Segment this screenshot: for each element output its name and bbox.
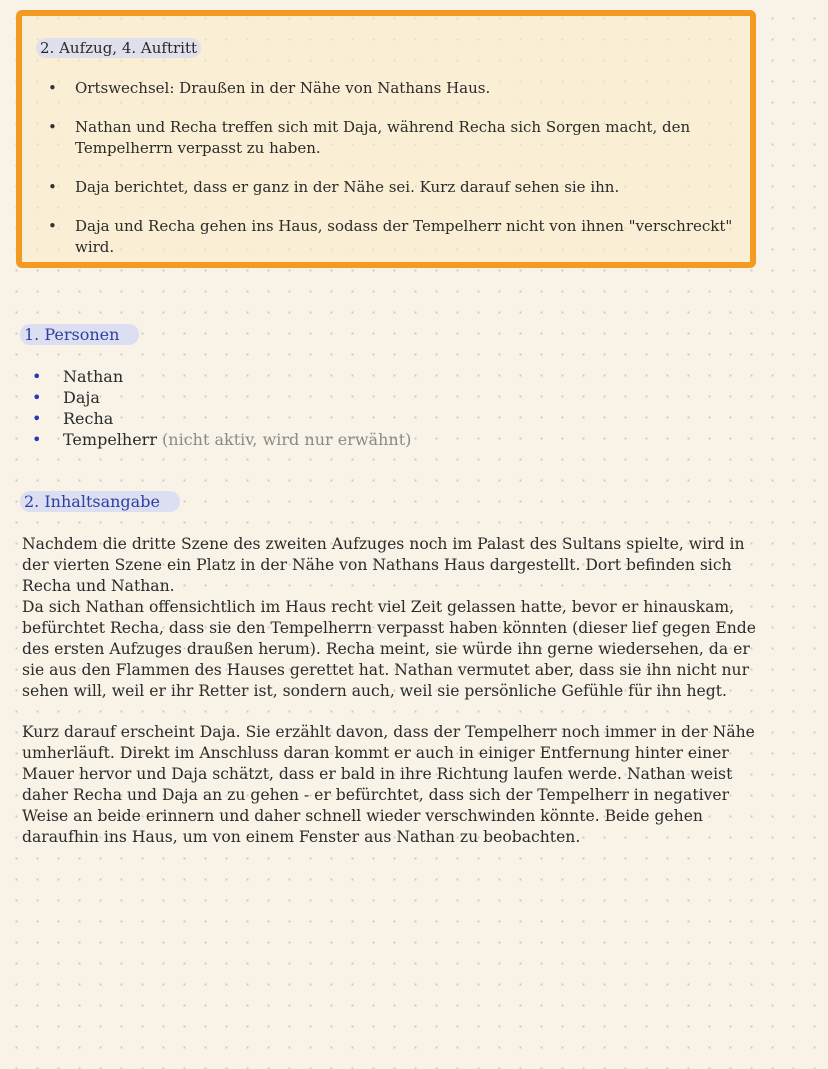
content-heading: 2. Inhaltsangabe [20,491,180,512]
person-item [30,429,411,450]
persons-list [30,366,411,450]
person-name: Tempelherr [63,430,157,449]
summary-bullet: • Daja berichtet, dass er ganz in der Nähe sei. Kurz darauf sehen sie ihn. [48,177,748,198]
person-name: Daja [63,388,100,407]
summary-list [48,78,748,276]
summary-bullet: • Daja und Recha gehen ins Haus, sodass der Tempelherr nicht von ihnen "verschreckt" wird. [48,216,748,258]
summary-bullet: • Nathan und Recha treffen sich mit Daja, während Recha sich Sorgen macht, den Tempelherrn verpasst zu haben. [48,117,748,159]
content-paragraph: Da sich Nathan offensichtlich im Haus recht viel Zeit gelassen hatte, bevor er hinauskam, befürchtet Recha, dass sie den Tempelherrn verpasst haben könnten (dieser lief gegen Ende des ersten Aufzuges draußen herum). Recha meint, sie würde ihn gerne wiedersehen, da er sie aus den Flammen des Hauses gerettet hat. Nathan vermutet aber, dass sie ihn nicht nur sehen will, weil er ihr Retter ist, sondern auch, weil sie persönliche Gefühle für ihn hegt. [22,598,757,700]
person-item [30,408,411,429]
summary-bullet: • Ortswechsel: Draußen in der Nähe von Nathans Haus. [48,78,748,99]
persons-heading: 1. Personen [20,324,139,345]
person-name: Recha [63,409,114,428]
content-paragraph: Kurz darauf erscheint Daja. Sie erzählt davon, dass der Tempelherr noch immer in der Nähe umherläuft. Direkt im Anschluss daran kommt er auch in einiger Entfernung hinter einer Mauer hervor und Daja schätzt, dass er bald in ihre Richtung laufen werde. Nathan weist daher Recha und Daja an zu gehen - er befürchtet, dass sich der Tempelherr in negativer Weise an beide erinnern und daher schnell wieder verschwinden könnte. Beide gehen daraufhin ins Haus, um von einem Fenster aus Nathan zu beobachten. [22,723,755,846]
person-note: (nicht aktiv, wird nur erwähnt) [156,430,412,449]
person-name: Nathan [63,367,124,386]
summary-box [16,10,756,268]
content-paragraph: Nachdem die dritte Szene des zweiten Aufzuges noch im Palast des Sultans spielte, wird in der vierten Szene ein Platz in der Nähe von Nathans Haus dargestellt. Dort befinden sich Recha und Nathan. [22,535,745,595]
summary-title: 2. Aufzug, 4. Auftritt [36,38,201,58]
person-item [30,387,411,408]
person-item [30,366,411,387]
